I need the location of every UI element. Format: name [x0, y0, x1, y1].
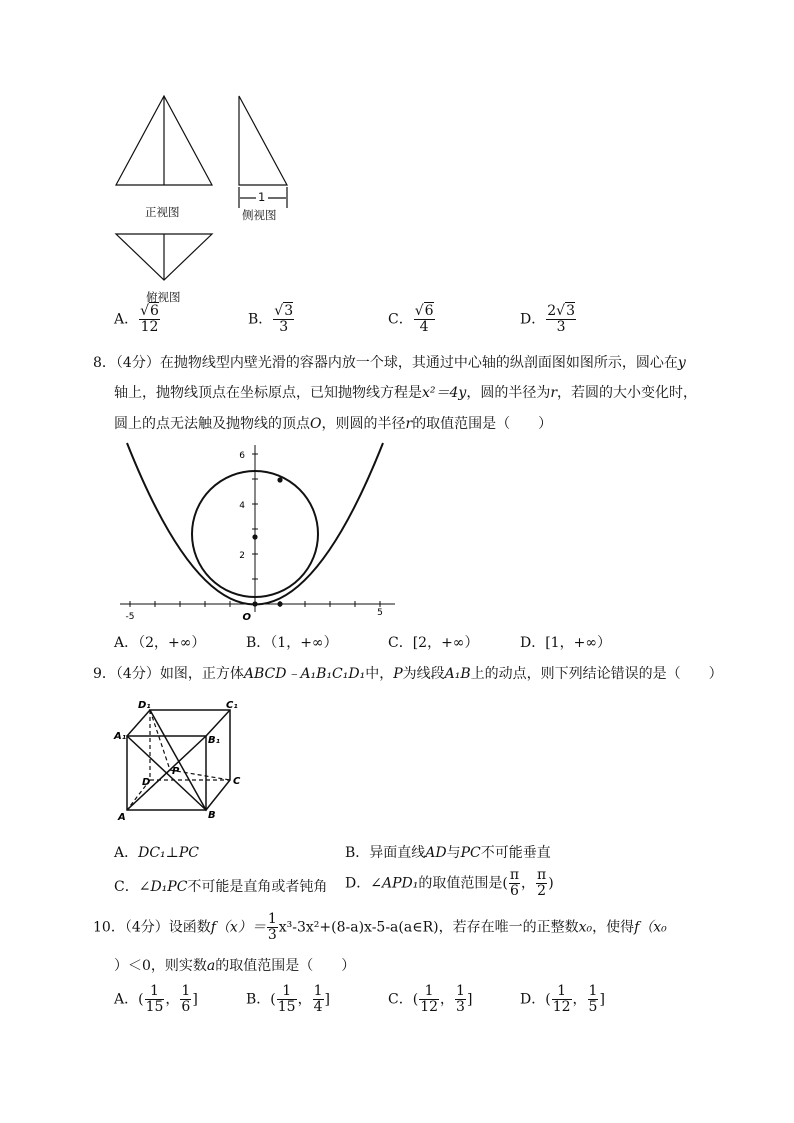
top-view [116, 234, 212, 280]
q9-option-b[interactable]: B．异面直线AD与PC不可能垂直 [345, 845, 551, 861]
origin-point [252, 601, 257, 606]
q9-option-c[interactable]: C．∠D₁PC不可能是直角或者钝角 [114, 879, 328, 895]
label-D: D [142, 777, 151, 788]
q10-option-a[interactable]: A．( $\frac{1}{15}$ ， $\frac{1}{6}$ ] [114, 983, 198, 1015]
label-B: B [208, 810, 216, 821]
label-A1: A₁ [114, 731, 127, 742]
y-tick-2: 2 [239, 551, 245, 561]
q10-option-c[interactable]: C．( $\frac{1}{12}$ ， $\frac{1}{3}$ ] [388, 983, 473, 1015]
front-view-label: 正视图 [145, 205, 180, 219]
q8-option-b[interactable]: B．（1，+∞） [246, 635, 338, 651]
label-B1: B₁ [208, 735, 221, 746]
q10-option-b[interactable]: B．( $\frac{1}{15}$ ， $\frac{1}{4}$ ] [246, 983, 330, 1015]
q7-option-c[interactable]: C． $\frac{√6}{4}$ [388, 303, 434, 335]
y-tick-4: 4 [239, 501, 245, 511]
three-view-figure [100, 90, 300, 290]
x-tick-5: 5 [377, 608, 383, 618]
q10-option-d[interactable]: D．( $\frac{1}{12}$ ， $\frac{1}{5}$ ] [520, 983, 605, 1015]
q10-line-1: 10．（4分）设函数f（x）＝ $\frac{1}{3}$ x³-3x²+(8-a)x-5-a(a∈R)，若存在唯一的正整数x₀，使得f（x₀ [93, 911, 667, 943]
q8-option-d[interactable]: D．[1，+∞） [520, 635, 611, 651]
circle-point [277, 477, 282, 482]
circle-center-point [252, 534, 257, 539]
q8-option-c[interactable]: C．[2，+∞） [388, 635, 479, 651]
q8-line-3: 圆上的点无法触及抛物线的顶点O，则圆的半径r的取值范围是（ ） [114, 416, 553, 432]
label-C1: C₁ [226, 700, 238, 711]
x-tick-neg5: -5 [125, 612, 135, 622]
q8-line-2: 轴上，抛物线顶点在坐标原点，已知抛物线方程是x²＝4y，圆的半径为r，若圆的大小变化时， [114, 385, 698, 401]
q8-line-1: 8．（4分）在抛物线型内壁光滑的容器内放一个球，其通过中心轴的纵剖面图如图所示，圆心在y [93, 355, 686, 371]
front-view [116, 96, 212, 185]
q7-option-a[interactable]: A． $\frac{√6}{12}$ [114, 303, 159, 335]
q7-option-d[interactable]: D． $\frac{2√3}{3}$ [520, 303, 575, 335]
y-tick-6: 6 [239, 451, 245, 461]
q9-option-a[interactable]: A．DC₁⊥PC [114, 845, 199, 861]
label-C: C [233, 776, 241, 787]
side-dimension-label: 1 [258, 190, 266, 204]
top-view-label: 俯视图 [146, 290, 181, 304]
q7-option-b[interactable]: B． $\frac{√3}{3}$ [248, 303, 294, 335]
cube-figure [112, 698, 252, 823]
q9-option-d[interactable]: D．∠APD₁的取值范围是( $\frac{\pi}{6}$ ， $\frac{\pi}{2}$ ) [345, 867, 554, 899]
label-A: A [118, 812, 126, 823]
q10-line-2: ）＜0，则实数a的取值范围是（ ） [114, 958, 356, 974]
label-D1: D₁ [138, 700, 151, 711]
x-axis-point [277, 601, 282, 606]
origin-label: O [242, 612, 251, 623]
side-view-label: 侧视图 [242, 208, 277, 222]
parabola-circle-graph [115, 440, 405, 625]
label-P: P [172, 766, 180, 777]
q9-stem: 9．（4分）如图，正方体ABCD﹣A₁B₁C₁D₁中，P为线段A₁B上的动点，则下列结论错误的是（ ） [93, 666, 723, 682]
q8-option-a[interactable]: A．（2，+∞） [114, 635, 206, 651]
